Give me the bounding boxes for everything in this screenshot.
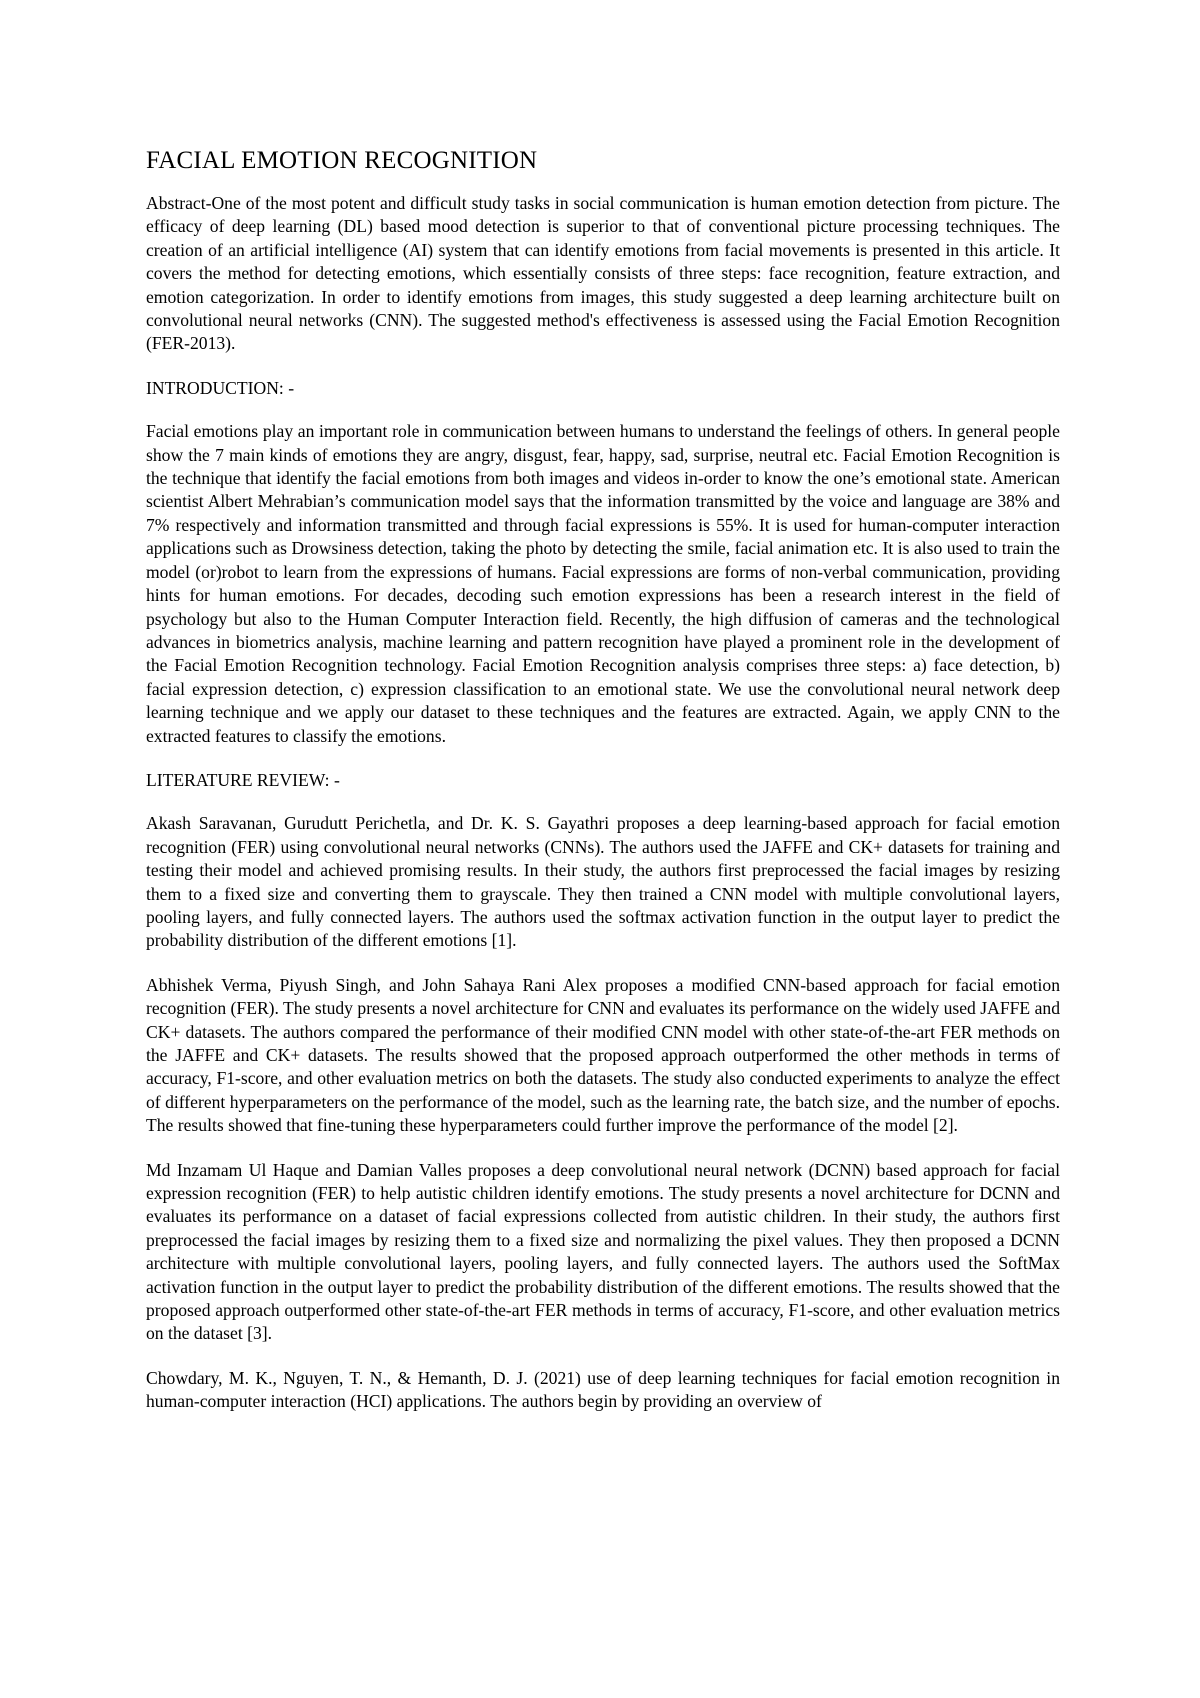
document-title: FACIAL EMOTION RECOGNITION — [146, 147, 538, 174]
abstract-paragraph: Abstract-One of the most potent and difficult study tasks in social communication is human emotion detection from picture. The efficacy of deep learning (DL) based mood detection is superior to that of conventional picture processing techniques. The creation of an artificial intelligence (AI) system that can identify emotions from facial movements is presented in this article. It covers the method for detecting emotions, which essentially consists of three steps: face recognition, feature extraction, and emotion categorization. In order to identify emotions from images, this study suggested a deep learning architecture built on convolutional neural networks (CNN). The suggested method's effectiveness is assessed using the Facial Emotion Recognition (FER-2013). — [146, 193, 1060, 354]
literature-paragraph: Akash Saravanan, Gurudutt Perichetla, and Dr. K. S. Gayathri proposes a deep learning-based approach for facial emotion recognition (FER) using convolutional neural networks (CNNs). The authors used the JAFFE and CK+ datasets for training and testing their model and achieved promising results. In their study, the authors first preprocessed the facial images by resizing them to a fixed size and converting them to grayscale. They then trained a CNN model with multiple convolutional layers, pooling layers, and fully connected layers. The authors used the softmax activation function in the output layer to predict the probability distribution of the different emotions [1]. — [146, 813, 1060, 951]
document-page — [146, 146, 1060, 1435]
literature-paragraph: Md Inzamam Ul Haque and Damian Valles proposes a deep convolutional neural network (DCNN) based approach for facial expression recognition (FER) to help autistic children identify emotions. The study presents a novel architecture for DCNN and evaluates its performance on a dataset of facial expressions collected from autistic children. In their study, the authors first preprocessed the facial images by resizing them to a fixed size and normalizing the pixel values. They then proposed a DCNN architecture with multiple convolutional layers, pooling layers, and fully connected layers. The authors used the SoftMax activation function in the output layer to predict the probability distribution of the different emotions. The results showed that the proposed approach outperformed other state-of-the-art FER methods in terms of accuracy, F1-score, and other evaluation metrics on the dataset [3]. — [146, 1159, 1060, 1344]
literature-paragraph: Abhishek Verma, Piyush Singh, and John Sahaya Rani Alex proposes a modified CNN-based approach for facial emotion recognition (FER). The study presents a novel architecture for CNN and evaluates its performance on the widely used JAFFE and CK+ datasets. The authors compared the performance of their modified CNN model with other state-of-the-art FER methods on the JAFFE and CK+ datasets. The results showed that the proposed approach outperformed the other methods in terms of accuracy, F1-score, and other evaluation metrics on both the datasets. The study also conducted experiments to analyze the effect of different hyperparameters on the performance of the model, such as the learning rate, the batch size, and the number of epochs. The results showed that fine-tuning these hyperparameters could further improve the performance of the model [2]. — [146, 974, 1060, 1136]
introduction-paragraph: Facial emotions play an important role in communication between humans to understand the feelings of others. In general people show the 7 main kinds of emotions they are angry, disgust, fear, happy, sad, surprise, neutral etc. Facial Emotion Recognition is the technique that identify the facial emotions from both images and videos in-order to know the one’s emotional state. American scientist Albert Mehrabian’s communication model says that the information transmitted by the voice and language are 38% and 7% respectively and information transmitted and through facial expressions is 55%. It is used for human-computer interaction applications such as Drowsiness detection, taking the photo by detecting the smile, facial animation etc. It is also used to train the model (or)robot to learn from the expressions of humans. Facial expressions are forms of non-verbal communication, providing hints for human emotions. For decades, decoding such emotion expressions has been a research interest in the field of psychology but also to the Human Computer Interaction field. Recently, the high diffusion of cameras and the technological advances in biometrics analysis, machine learning and pattern recognition have played a prominent role in the development of the Facial Emotion Recognition technology. Facial Emotion Recognition analysis comprises three steps: a) face detection, b) facial expression detection, c) expression classification to an emotional state. We use the convolutional neural network deep learning technique and we apply our dataset to these techniques and the features are extracted. Again, we apply CNN to the extracted features to classify the emotions. — [146, 421, 1060, 746]
literature-review-heading: LITERATURE REVIEW: - — [146, 769, 340, 790]
introduction-heading: INTRODUCTION: - — [146, 377, 295, 398]
literature-paragraph: Chowdary, M. K., Nguyen, T. N., & Hemanth, D. J. (2021) use of deep learning techniques for facial emotion recognition in human-computer interaction (HCI) applications. The authors begin by providing an overview of — [146, 1367, 1060, 1412]
